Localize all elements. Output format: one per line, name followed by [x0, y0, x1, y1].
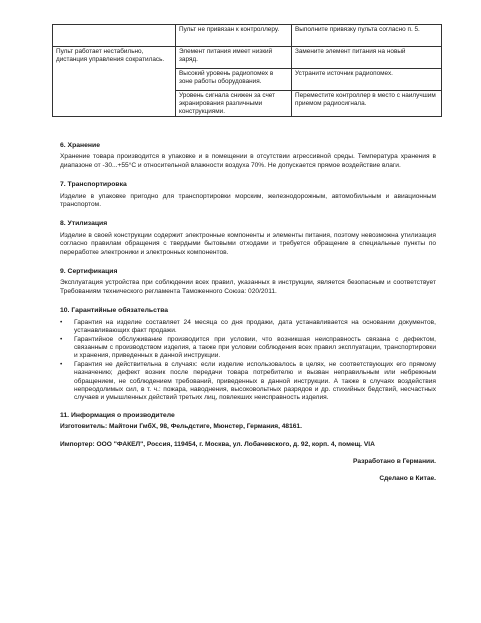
section-heading: 8. Утилизация — [60, 220, 108, 228]
table-cell-cause: Уровень сигнала снижен за счет экранирования различными конструкциями. — [176, 91, 292, 117]
developed-in-line: Разработано в Германии. — [353, 457, 436, 465]
list-item-text: Гарантийное обслуживание производится при условии, что возникшая неисправность связана с дефектом, связанным с производством изделия, а также при условии соблюдения всех правил эксплуатации, транспортировки и хранения, приведенных в данной инструкции. — [74, 335, 436, 360]
document-body — [60, 142, 436, 493]
section-text: Изделие в своей конструкции содержит электронные компоненты и элементы питания, поэтому невозможна утилизация согласно правилам обращения с твердыми бытовыми отходами и требуется обращение в специальные пункты по переработке электроники и электронных компонентов. — [60, 231, 436, 256]
table-cell-action: Переместите контроллер в место с наилучшим приемом радиосигнала. — [292, 91, 442, 117]
manufacturer-line: Изготовитель: Майтони ГмбХ, 98, Фельдстиге, Мюнстер, Германия, 48161. — [60, 423, 302, 431]
importer-line: Импортер: ООО "ФАКЕЛ", Россия, 119454, г. Москва, ул. Лобачевского, д. 92, корп. 4, помещ. VIA — [60, 440, 375, 448]
section-text: Эксплуатация устройства при соблюдении всех правил, указанных в инструкции, является безопасным и соответствует Требованиям технического регламента Таможенного Союза: 020/2011. — [60, 279, 436, 295]
section-text: Изделие в упаковке пригодно для транспортировки морским, железнодорожным, автомобильным и авиационным транспортом. — [60, 192, 436, 209]
table-cell-problem: Пульт работает нестабильно, дистанция управления сократилась. — [53, 47, 176, 69]
table-row — [53, 91, 442, 117]
table-cell-problem-span — [53, 69, 176, 91]
table-cell-action: Устраните источник радиопомех. — [292, 69, 442, 91]
list-item — [60, 336, 436, 361]
bullet-icon: • — [60, 318, 63, 326]
table-cell-action: Выполните привязку пульта согласно п. 5. — [292, 25, 442, 47]
section-storage — [60, 142, 436, 170]
list-item — [60, 319, 436, 336]
list-item-text: Гарантия на изделие составляет 24 месяца со дня продажи, дата устанавливается на основании документов, устанавливающих факт продажи. — [74, 318, 436, 335]
table-cell-cause: Высокий уровень радиопомех в зоне работы оборудования. — [176, 69, 292, 91]
section-manufacturer — [60, 412, 436, 484]
section-heading: 9. Сертификация — [60, 268, 118, 276]
section-heading: 7. Транспортировка — [60, 181, 127, 189]
bullet-icon: • — [60, 360, 63, 368]
table-cell-cause: Пульт не привязан к контроллеру. — [176, 25, 292, 47]
section-warranty — [60, 307, 436, 402]
troubleshooting-table — [52, 24, 442, 117]
section-heading: 6. Хранение — [60, 142, 100, 149]
section-heading: 10. Гарантийные обязательства — [60, 307, 169, 315]
table-cell-empty — [53, 25, 176, 47]
table-row — [53, 25, 442, 47]
section-transport — [60, 181, 436, 209]
table-cell-action: Замените элемент питания на новый — [292, 47, 442, 69]
list-item — [60, 361, 436, 403]
table-row — [53, 47, 442, 69]
table-cell-problem-span — [53, 91, 176, 117]
table-row — [53, 69, 442, 91]
made-in-line: Сделано в Китае. — [379, 475, 436, 483]
section-disposal — [60, 220, 436, 257]
list-item-text: Гарантия не действительна в случаях: если изделие использовалось в целях, не соответствующих его прямому назначению; дефект возник после передачи товара потребителю и вызван неправильным или небрежным обращением, не соблюдением требований, приведенных в данной инструкции. А также в случаях воздействия непреодолимых сил, в т. ч.: пожара, наводнения, высоковольтных разрядов и др. стихийных бедствий, несчастных случаев и умышленных действий третьих лиц, повлекших неисправность изделия. — [74, 360, 436, 402]
section-text: Хранение товара производится в упаковке и в помещении в отсутствии агрессивной среды. Температура хранения в диапазоне от -30...+55°C и относительной влажности воздуха 70%. Не допускается прямое воздействие влаги. — [60, 153, 436, 169]
warranty-list — [60, 319, 436, 403]
table-cell-cause: Элемент питания имеет низкий заряд. — [176, 47, 292, 69]
section-certification — [60, 268, 436, 296]
bullet-icon: • — [60, 335, 63, 343]
section-heading: 11. Информация о производителе — [60, 411, 175, 419]
